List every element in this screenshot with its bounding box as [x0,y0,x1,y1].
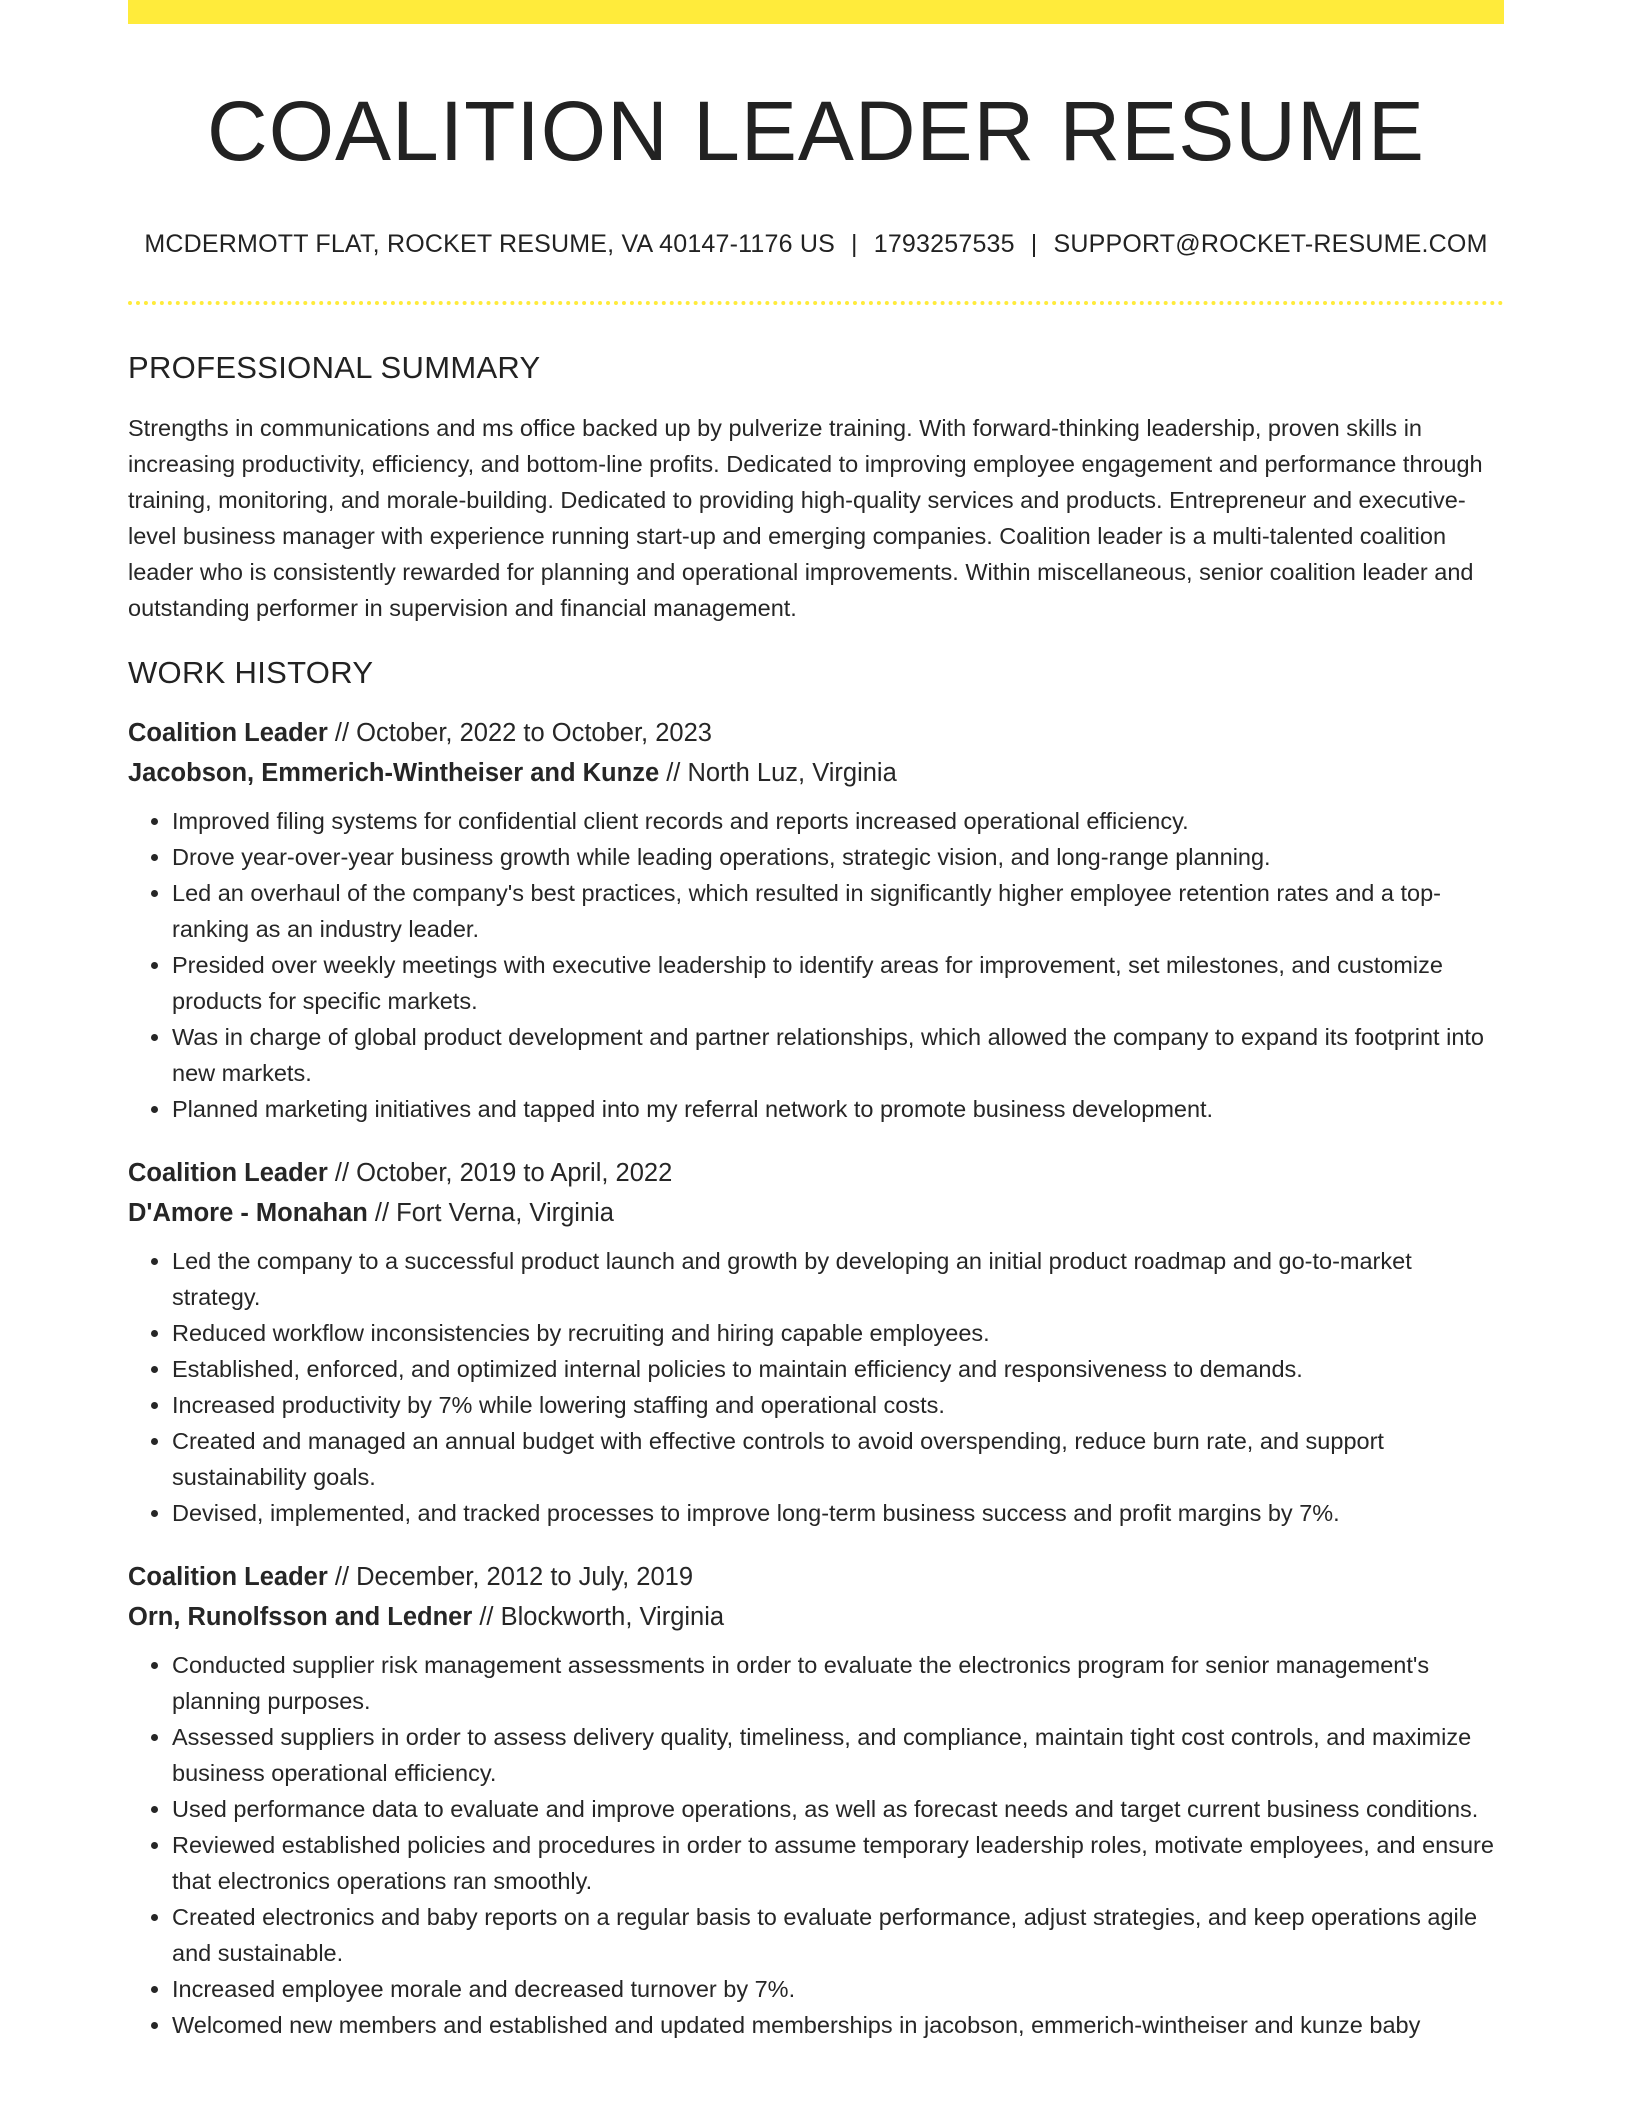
job-dates: // December, 2012 to July, 2019 [327,1562,694,1591]
job-entry-1 [128,713,1504,1127]
job-role: Coalition Leader [128,1158,328,1187]
resume-page [128,0,1504,2043]
summary-text: Strengths in communications and ms office backed up by pulverize training. With forward-thinking leadership, proven skills in increasing productivity, efficiency, and bottom-line profits. Dedicated to improving employee engagement and performance through training, monitoring, and morale-building. Dedicated to providing high-quality services and products. Entrepreneur and executive-level business manager with experience running start-up and emerging companies. Coalition leader is a multi-talented coalition leader who is consistently rewarded for planning and operational improvements. Within miscellaneous, senior coalition leader and outstanding performer in supervision and financial management. [128,414,1483,621]
job-bullet: • Drove year-over-year business growth while leading operations, strategic vision, and long-range planning. [172,839,1504,875]
job-bullet: • Conducted supplier risk management assessments in order to evaluate the electronics program for senior management's planning purposes. [172,1647,1504,1719]
contact-separator: | [851,230,858,259]
job-dates: // October, 2019 to April, 2022 [327,1158,673,1187]
job-bullet: • Increased productivity by 7% while lowering staffing and operational costs. [172,1387,1504,1423]
job-bullet: • Reduced workflow inconsistencies by recruiting and hiring capable employees. [172,1315,1504,1351]
job-title-line [128,713,1504,753]
job-company: D'Amore - Monahan [128,1198,368,1227]
dotted-divider [128,301,1504,305]
contact-separator: | [1030,230,1038,259]
job-bullet: • Welcomed new members and established and updated memberships in jacobson, emmerich-wintheiser and kunze baby [172,2007,1504,2043]
job-company: Orn, Runolfsson and Ledner [128,1602,473,1631]
job-bullet: • Increased employee morale and decreased turnover by 7%. [172,1971,1504,2007]
job-company-line [128,753,1504,793]
job-bullet: • Improved filing systems for confidential client records and reports increased operational efficiency. [172,803,1504,839]
job-company-line [128,1597,1504,1637]
job-company: Jacobson, Emmerich-Wintheiser and Kunze [128,758,660,787]
job-bullet-list [128,1647,1504,2043]
job-bullet: • Devised, implemented, and tracked processes to improve long-term business success and profit margins by 7%. [172,1495,1504,1531]
job-bullet: • Led the company to a successful product launch and growth by developing an initial product roadmap and go-to-market strategy. [172,1243,1504,1315]
job-bullet: • Presided over weekly meetings with executive leadership to identify areas for improvement, set milestones, and customize products for specific markets. [172,947,1504,1019]
job-role: Coalition Leader [128,718,328,747]
job-dates: // October, 2022 to October, 2023 [327,718,712,747]
job-bullet-list [128,1243,1504,1531]
contact-phone: 1793257535 [873,230,1015,259]
accent-top-bar [128,0,1504,24]
job-bullet: • Created and managed an annual budget with effective controls to avoid overspending, reduce burn rate, and support sustainability goals. [172,1423,1504,1495]
summary-heading: PROFESSIONAL SUMMARY [128,349,541,385]
job-bullet: • Was in charge of global product development and partner relationships, which allowed the company to expand its footprint into new markets. [172,1019,1504,1091]
resume-title: COALITION LEADER RESUME [207,84,1425,178]
job-bullet: • Created electronics and baby reports on a regular basis to evaluate performance, adjust strategies, and keep operations agile and sustainable. [172,1899,1504,1971]
job-bullet: • Established, enforced, and optimized internal policies to maintain efficiency and responsiveness to demands. [172,1351,1504,1387]
job-entry-2 [128,1153,1504,1531]
job-bullet: • Reviewed established policies and procedures in order to assume temporary leadership roles, motivate employees, and ensure that electronics operations ran smoothly. [172,1827,1504,1899]
contact-line [128,228,1504,261]
job-bullet: • Planned marketing initiatives and tapped into my referral network to promote business development. [172,1091,1504,1127]
job-location: // North Luz, Virginia [659,758,897,787]
job-bullet: • Led an overhaul of the company's best practices, which resulted in significantly higher employee retention rates and a top-ranking as an industry leader. [172,875,1504,947]
contact-address: MCDERMOTT FLAT, ROCKET RESUME, VA 40147-1176 US [144,230,836,259]
job-bullet: • Used performance data to evaluate and improve operations, as well as forecast needs and target current business conditions. [172,1791,1504,1827]
work-history-heading: WORK HISTORY [128,654,374,690]
job-bullet: • Assessed suppliers in order to assess delivery quality, timeliness, and compliance, maintain tight cost controls, and maximize business operational efficiency. [172,1719,1504,1791]
contact-email: SUPPORT@ROCKET-RESUME.COM [1053,230,1488,259]
job-title-line [128,1557,1504,1597]
job-entry-3 [128,1557,1504,2043]
job-location: // Fort Verna, Virginia [367,1198,614,1227]
job-role: Coalition Leader [128,1562,328,1591]
job-company-line [128,1193,1504,1233]
job-location: // Blockworth, Virginia [472,1602,725,1631]
job-title-line [128,1153,1504,1193]
job-bullet-list [128,803,1504,1127]
